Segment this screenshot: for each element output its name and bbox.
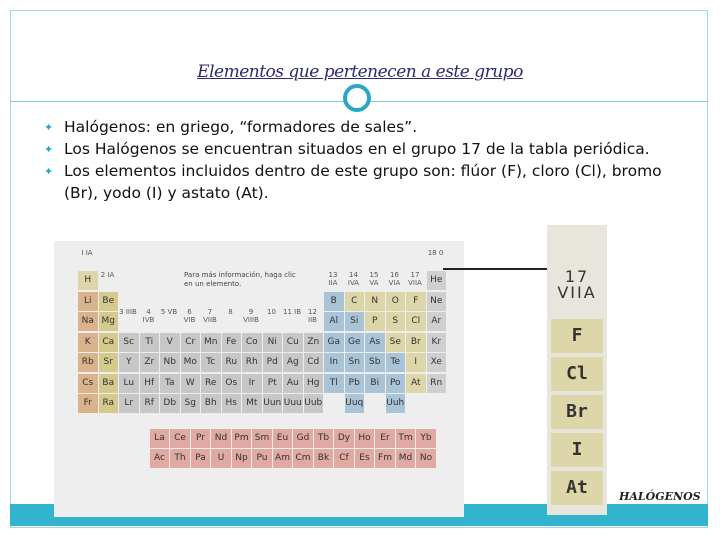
element-cell: As (365, 333, 385, 352)
element-cell: Dy (334, 429, 354, 448)
element-cell: Os (222, 374, 242, 393)
group-label: 4 IVB (142, 308, 155, 324)
bullet-text: Los Halógenos se encuentran situados en el grupo 17 de la tabla periódica. (64, 140, 650, 158)
element-cell: Br (406, 333, 426, 352)
element-cell: Ti (140, 333, 160, 352)
element-cell: Ni (263, 333, 283, 352)
bullet-icon (44, 161, 53, 183)
element-cell: I (406, 353, 426, 372)
bullet-list (44, 116, 684, 204)
element-cell-cl: Cl (551, 357, 603, 391)
group-caption: HALÓGENOS (619, 490, 701, 503)
element-cell: Uub (304, 394, 324, 413)
element-cell: Na (78, 312, 98, 331)
element-cell: Fr (78, 394, 98, 413)
bullet-icon (44, 139, 53, 161)
element-cell: Xe (427, 353, 447, 372)
element-cell: Kr (427, 333, 447, 352)
group-label: 18 0 (427, 249, 444, 257)
element-cell: Pm (232, 429, 252, 448)
periodic-table-image (54, 241, 464, 517)
element-cell: Ru (222, 353, 242, 372)
element-cell: Th (170, 449, 190, 468)
element-cell: Si (345, 312, 365, 331)
element-cell: Ta (160, 374, 180, 393)
bullet-text: Los elementos incluidos dentro de este grupo son: flúor (F), cloro (Cl), bromo (Br), yodo (I) y astato (At). (64, 162, 662, 202)
group-label: 13 IIA (328, 270, 338, 287)
element-cell: W (181, 374, 201, 393)
group-label: 9 VIIIB (243, 308, 259, 324)
element-cell: Ir (242, 374, 262, 393)
element-cell: Zn (304, 333, 324, 352)
group-label: 14 IVA (347, 270, 360, 287)
element-cell: Bk (314, 449, 334, 468)
element-cell: Fm (375, 449, 395, 468)
element-cell: Mo (181, 353, 201, 372)
element-cell-at: At (551, 471, 603, 505)
group-label: 10 (267, 308, 276, 316)
element-cell: Sn (345, 353, 365, 372)
element-cell: Sm (252, 429, 272, 448)
element-cell: Pb (345, 374, 365, 393)
group-label: 6 VIB (183, 308, 196, 324)
element-cell: Tb (314, 429, 334, 448)
bullet-text: Halógenos: en griego, “formadores de sales”. (64, 118, 418, 136)
element-cell: Pt (263, 374, 283, 393)
slide-title: Elementos que pertenecen a este grupo (197, 62, 523, 82)
element-cell: Uuh (386, 394, 406, 413)
element-cell: P (365, 312, 385, 331)
element-cell: Md (396, 449, 416, 468)
group-label: 3 IIIB (119, 308, 137, 316)
element-cell: Ca (99, 333, 119, 352)
element-cell: O (386, 292, 406, 311)
element-cell: Cl (406, 312, 426, 331)
element-cell: Cd (304, 353, 324, 372)
group-17-column (547, 225, 607, 515)
element-cell: Cm (293, 449, 313, 468)
element-cell: Pa (191, 449, 211, 468)
element-cell: Ce (170, 429, 190, 448)
element-cell: Bi (365, 374, 385, 393)
group-label: 11 IB (283, 308, 301, 316)
group-label: 5 VB (160, 308, 178, 316)
element-cell: Ge (345, 333, 365, 352)
group-label: 15 VA (369, 270, 379, 287)
element-cell: Hs (222, 394, 242, 413)
element-cell: Y (119, 353, 139, 372)
element-cell: Lr (119, 394, 139, 413)
element-cell: Cf (334, 449, 354, 468)
element-cell: S (386, 312, 406, 331)
element-cell: Tm (396, 429, 416, 448)
group-label: I IA (81, 249, 93, 257)
element-cell-br: Br (551, 395, 603, 429)
element-cell: Sb (365, 353, 385, 372)
element-cell: Sc (119, 333, 139, 352)
element-cell: H (78, 271, 98, 290)
element-cell: La (150, 429, 170, 448)
group-17-header: 17 VIIA (557, 267, 597, 302)
element-cell: Hf (140, 374, 160, 393)
group-label: 12 IIB (308, 308, 317, 324)
element-cell: Sr (99, 353, 119, 372)
element-cell: Np (232, 449, 252, 468)
element-cell: Am (273, 449, 293, 468)
element-cell: Ar (427, 312, 447, 331)
bullet-item (44, 138, 684, 160)
element-cell: C (345, 292, 365, 311)
element-cell: Be (99, 292, 119, 311)
element-cell: Db (160, 394, 180, 413)
element-cell: Cu (283, 333, 303, 352)
element-cell: Uuq (345, 394, 365, 413)
group-label: 17 VIIA (408, 270, 422, 287)
element-cell: Re (201, 374, 221, 393)
group-label: 16 VIA (388, 270, 401, 287)
element-cell: Er (375, 429, 395, 448)
element-cell: In (324, 353, 344, 372)
element-cell: Mt (242, 394, 262, 413)
element-cell: Rb (78, 353, 98, 372)
element-cell: Mn (201, 333, 221, 352)
element-cell: Ba (99, 374, 119, 393)
element-cell: Fe (222, 333, 242, 352)
element-cell: Ne (427, 292, 447, 311)
element-cell: Cr (181, 333, 201, 352)
group-label: 8 (228, 308, 233, 316)
element-cell: Tl (324, 374, 344, 393)
element-cell: Hg (304, 374, 324, 393)
element-cell: Es (355, 449, 375, 468)
element-cell: K (78, 333, 98, 352)
element-cell: Zr (140, 353, 160, 372)
element-cell: Rn (427, 374, 447, 393)
element-cell: He (427, 271, 447, 290)
element-cell: Bh (201, 394, 221, 413)
element-cell: Cs (78, 374, 98, 393)
element-cell: Co (242, 333, 262, 352)
element-cell: Mg (99, 312, 119, 331)
element-cell: Ga (324, 333, 344, 352)
element-cell: Rf (140, 394, 160, 413)
element-cell: Ac (150, 449, 170, 468)
element-cell: Ho (355, 429, 375, 448)
element-cell: Lu (119, 374, 139, 393)
element-cell: At (406, 374, 426, 393)
element-cell: Ra (99, 394, 119, 413)
element-cell: N (365, 292, 385, 311)
bullet-item (44, 116, 684, 138)
element-cell: Al (324, 312, 344, 331)
element-cell: Uun (263, 394, 283, 413)
group-label: 7 VIIB (203, 308, 217, 324)
element-cell: Li (78, 292, 98, 311)
element-cell: Pu (252, 449, 272, 468)
group-label: 2 IA (100, 270, 115, 279)
element-cell: Pd (263, 353, 283, 372)
element-cell: Sg (181, 394, 201, 413)
element-cell: Se (386, 333, 406, 352)
element-cell: Eu (273, 429, 293, 448)
element-cell: Nb (160, 353, 180, 372)
element-cell-f: F (551, 319, 603, 353)
element-cell: F (406, 292, 426, 311)
element-cell-i: I (551, 433, 603, 467)
bullet-icon (44, 117, 53, 139)
element-cell: Ag (283, 353, 303, 372)
periodic-table-note: Para más información, haga clic en un elemento. (184, 271, 296, 288)
element-cell: Yb (416, 429, 436, 448)
element-cell: U (211, 449, 231, 468)
element-cell: Tc (201, 353, 221, 372)
element-cell: Rh (242, 353, 262, 372)
element-cell: Po (386, 374, 406, 393)
element-cell: V (160, 333, 180, 352)
element-cell: Nd (211, 429, 231, 448)
element-cell: No (416, 449, 436, 468)
element-cell: B (324, 292, 344, 311)
element-cell: Pr (191, 429, 211, 448)
divider-ring-icon (343, 84, 371, 112)
element-cell: Gd (293, 429, 313, 448)
element-cell: Uuu (283, 394, 303, 413)
bullet-item (44, 160, 684, 204)
element-cell: Te (386, 353, 406, 372)
element-cell: Au (283, 374, 303, 393)
